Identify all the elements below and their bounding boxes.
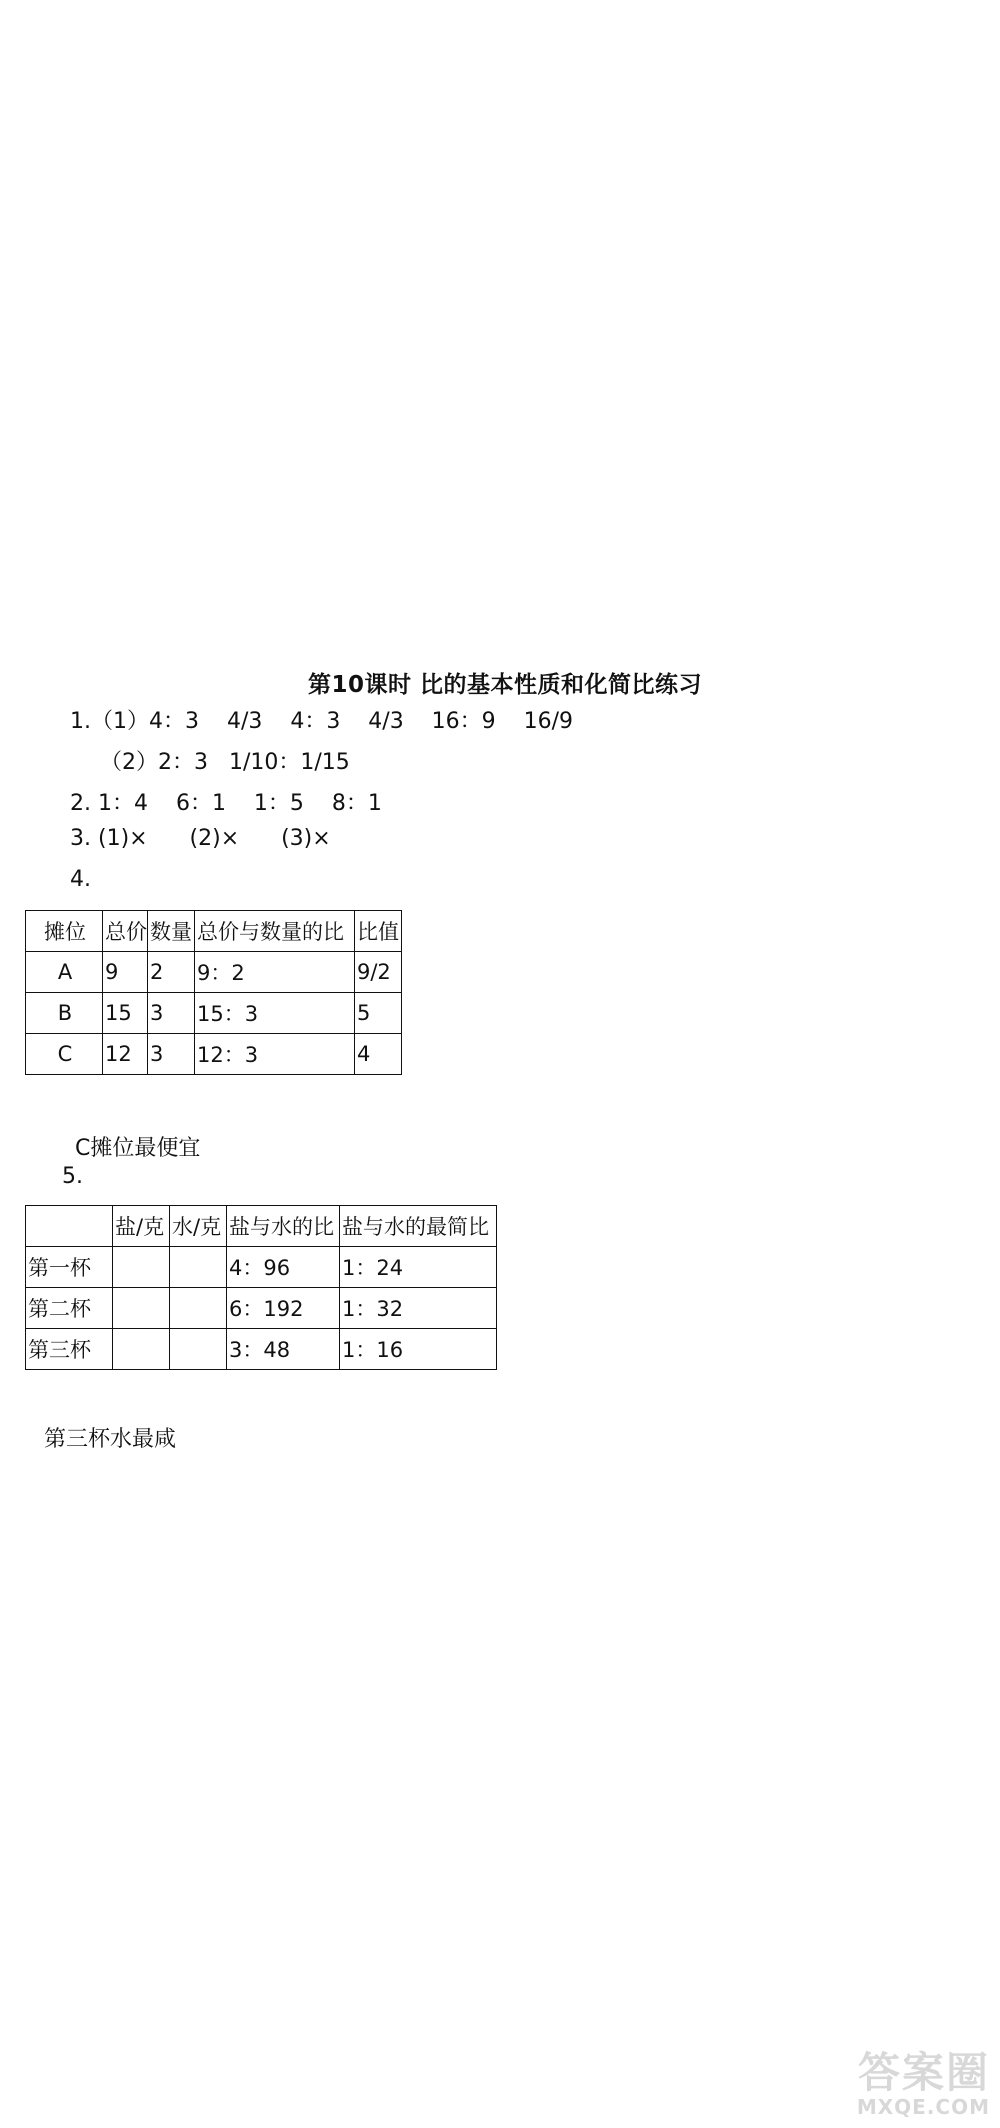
- table-cell: 9：2: [195, 952, 355, 993]
- table-cell: [170, 1247, 227, 1288]
- table-row: [26, 1288, 497, 1329]
- table-cell: [113, 1288, 170, 1329]
- table-cell: 12：3: [195, 1034, 355, 1075]
- answer-3: 3. (1)× (2)× (3)×: [70, 826, 331, 851]
- table-cell: 第二杯: [26, 1288, 113, 1329]
- table-cell: 1：32: [340, 1288, 497, 1329]
- answer-4-label: 4.: [70, 867, 91, 892]
- page-title: 第10课时 比的基本性质和化简比练习: [307, 672, 702, 698]
- table-cell: 5: [355, 993, 402, 1034]
- table-cell: C: [26, 1034, 103, 1075]
- table-header-cell: 盐与水的比: [227, 1206, 340, 1247]
- answer-4-conclusion: C摊位最便宜: [75, 1136, 201, 1161]
- table-header-row: [26, 911, 402, 952]
- table-cell: 3: [148, 993, 195, 1034]
- table-cell: 第三杯: [26, 1329, 113, 1370]
- table-cell: [170, 1288, 227, 1329]
- table-cell: 6：192: [227, 1288, 340, 1329]
- table-cell: 2: [148, 952, 195, 993]
- table-header-cell: 数量: [148, 911, 195, 952]
- table-cell: 9/2: [355, 952, 402, 993]
- table-cell: 4：96: [227, 1247, 340, 1288]
- table-cell: 1：16: [340, 1329, 497, 1370]
- table-header-cell: 摊位: [26, 911, 103, 952]
- table-cell: 12: [103, 1034, 148, 1075]
- table-header-cell: 盐与水的最简比: [340, 1206, 497, 1247]
- table-cell: [113, 1329, 170, 1370]
- table-cell: 4: [355, 1034, 402, 1075]
- table-cell: 9: [103, 952, 148, 993]
- watermark-logo-text: 答案圈: [857, 2048, 990, 2097]
- table-cell: 3：48: [227, 1329, 340, 1370]
- table-row: [26, 993, 402, 1034]
- answer-5-label: 5.: [62, 1164, 83, 1189]
- table-header-cell: 盐/克: [113, 1206, 170, 1247]
- table-cell: A: [26, 952, 103, 993]
- table-cell: 第一杯: [26, 1247, 113, 1288]
- table-header-cell: 总价与数量的比: [195, 911, 355, 952]
- table-cell: 15: [103, 993, 148, 1034]
- answer-2: 2. 1：4 6：1 1：5 8：1: [70, 791, 382, 816]
- table-header-cell: 水/克: [170, 1206, 227, 1247]
- table-cell: 1：24: [340, 1247, 497, 1288]
- table-row: [26, 952, 402, 993]
- table-cell: [170, 1329, 227, 1370]
- answer-5-conclusion: 第三杯水最咸: [44, 1427, 177, 1452]
- stall-price-table: [25, 910, 402, 1075]
- table-cell: B: [26, 993, 103, 1034]
- table-row: [26, 1329, 497, 1370]
- table-row: [26, 1034, 402, 1075]
- salt-water-table: [25, 1205, 497, 1370]
- table-header-row: [26, 1206, 497, 1247]
- table-cell: [113, 1247, 170, 1288]
- table-header-cell: [26, 1206, 113, 1247]
- answer-1-part-2: （2）2：3 1/10：1/15: [100, 750, 350, 775]
- table-cell: 15：3: [195, 993, 355, 1034]
- answer-1-part-1: 1.（1）4：3 4/3 4：3 4/3 16：9 16/9: [70, 709, 574, 734]
- table-header-cell: 比值: [355, 911, 402, 952]
- table-cell: 3: [148, 1034, 195, 1075]
- table-header-cell: 总价: [103, 911, 148, 952]
- watermark-site-text: MXQE.COM: [856, 2095, 990, 2119]
- watermark-logo: [800, 2050, 990, 2122]
- table-row: [26, 1247, 497, 1288]
